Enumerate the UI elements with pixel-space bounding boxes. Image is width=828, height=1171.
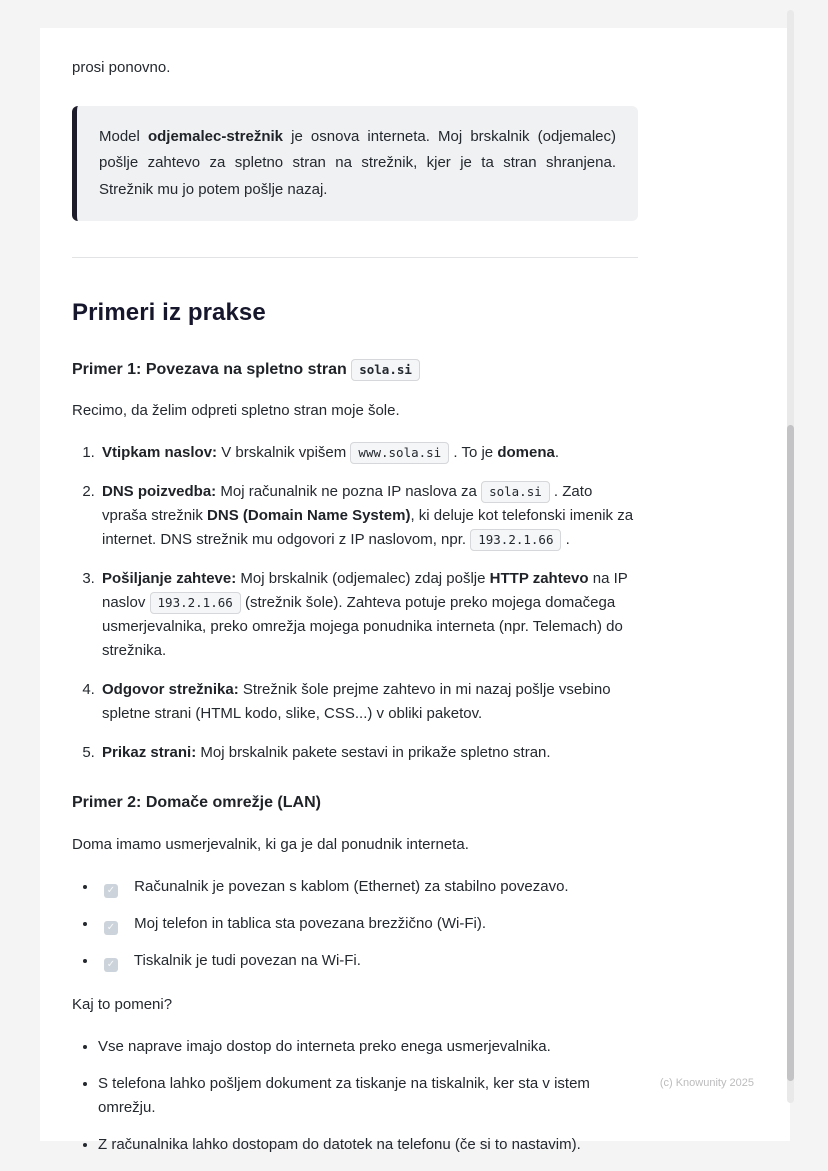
- point-item: • Z računalnika lahko dostopam do datotek na telefonu (če si to nastavim).: [98, 1133, 638, 1157]
- document-card: [40, 28, 790, 1153]
- example1-steps-list: [72, 441, 638, 765]
- checklist-item: [98, 875, 638, 899]
- scrollbar-track[interactable]: [787, 10, 794, 1103]
- checkbox-checked-icon: ✓: [104, 958, 118, 972]
- callout-text: Model odjemalec-strežnik je osnova interneta. Moj brskalnik (odjemalec) pošlje zahtevo za spletno stran na strežnik, kjer je ta stran shranjena. Strežnik mu jo potem pošlje nazaj.: [99, 128, 616, 198]
- checkbox-checked-icon: ✓: [104, 921, 118, 935]
- intro-paragraph: prosi ponovno.: [72, 59, 171, 76]
- example2-points-list: [72, 1035, 638, 1157]
- step-item: 4. Odgovor strežnika: Strežnik šole prejme zahtevo in mi nazaj pošlje vsebino spletne strani (HTML kodo, slike, CSS...) v obliki paketov.: [99, 678, 638, 726]
- checklist-item-label: Moj telefon in tablica sta povezana brezžično (Wi-Fi).: [134, 914, 486, 932]
- step-item: 5. Prikaz strani: Moj brskalnik pakete sestavi in prikaže spletno stran.: [99, 741, 638, 765]
- step-item: 1. Vtipkam naslov: V brskalnik vpišem www.sola.si . To je domena.: [99, 441, 638, 465]
- example2-heading: Primer 2: Domače omrežje (LAN): [72, 794, 321, 812]
- checklist-item: [98, 949, 638, 973]
- section-divider: [72, 257, 638, 258]
- example1-heading: Primer 1: Povezava na spletno stran sola.si: [72, 356, 638, 383]
- checklist-item: [98, 912, 638, 936]
- scrollbar-thumb[interactable]: [787, 425, 794, 1081]
- step-item: 2. DNS poizvedba: Moj računalnik ne pozna IP naslova za sola.si . Zato vpraša strežnik DNS (Domain Name System), ki deluje kot telefonski imenik za internet. DNS strežnik mu odgovori z IP naslovom, npr. 193.2.1.66 .: [99, 480, 638, 552]
- checklist-item-label: Računalnik je povezan s kablom (Ethernet) za stabilno povezavo.: [134, 877, 569, 895]
- copyright-note: (c) Knowunity 2025: [659, 1077, 754, 1089]
- point-item: • S telefona lahko pošljem dokument za tiskanje na tiskalnik, ker sta v istem omrežju.: [98, 1072, 638, 1120]
- document-content: [40, 28, 638, 1157]
- callout-box: [72, 106, 638, 221]
- point-item: • Vse naprave imajo dostop do interneta preko enega usmerjevalnika.: [98, 1035, 638, 1059]
- step-item: 3. Pošiljanje zahteve: Moj brskalnik (odjemalec) zdaj pošlje HTTP zahtevo na IP naslov 193.2.1.66 (strežnik šole). Zahteva potuje preko mojega domačega usmerjevalnika, preko omrežja mojega ponudnika interneta (npr. Telemach) do strežnika.: [99, 567, 638, 663]
- checklist-item-label: Tiskalnik je tudi povezan na Wi-Fi.: [133, 951, 361, 969]
- example2-intro: Doma imamo usmerjevalnik, ki ga je dal ponudnik interneta.: [72, 835, 469, 853]
- section-title: Primeri iz prakse: [72, 298, 266, 326]
- example2-question: Kaj to pomeni?: [72, 995, 173, 1013]
- example2-checklist: [72, 875, 638, 973]
- example1-intro: Recimo, da želim odpreti spletno stran moje šole.: [72, 402, 400, 420]
- checkbox-checked-icon: ✓: [104, 884, 118, 898]
